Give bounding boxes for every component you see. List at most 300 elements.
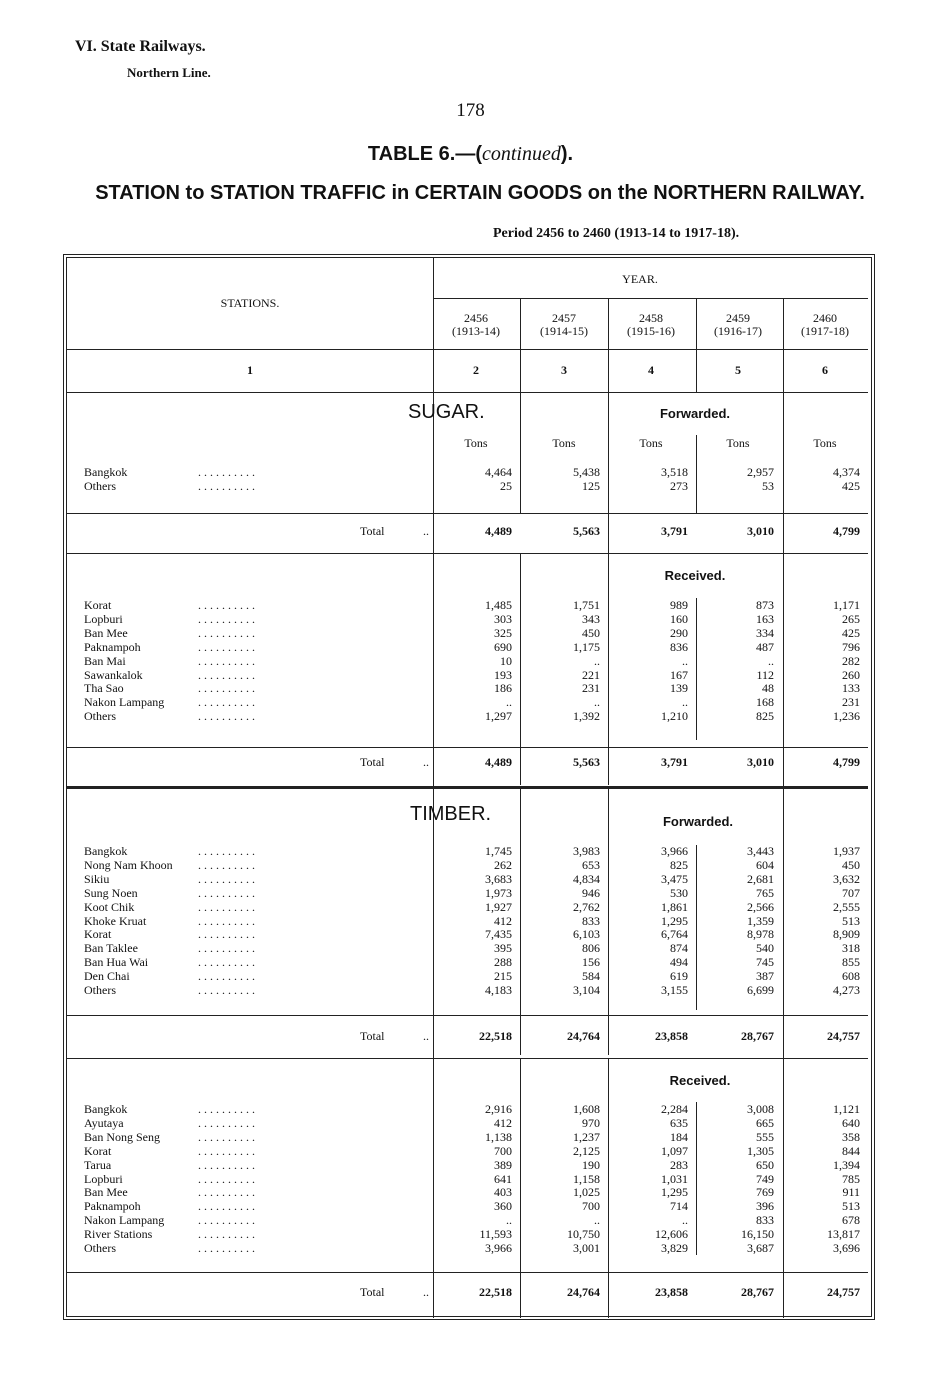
table-cell: 1,392 [573, 709, 600, 724]
total-cell: 3,010 [747, 755, 774, 769]
rule [67, 513, 868, 514]
table-cell: .. [506, 695, 512, 710]
table-cell: 184 [670, 1129, 688, 1144]
table-cell: 911 [842, 1185, 860, 1200]
unit-label: Tons [552, 436, 576, 450]
rule [67, 553, 868, 554]
table-cell: 403 [494, 1185, 512, 1200]
leader-dots: . . . . . . . . . . [198, 639, 255, 654]
table-cell: .. [682, 695, 688, 710]
leader-dots: . . . . . . . . . . [198, 1102, 255, 1116]
total-cell: 4,489 [485, 524, 512, 538]
total-cell: 3,791 [661, 755, 688, 769]
table-cell: 3,008 [747, 1102, 774, 1116]
station-name: Others [84, 983, 116, 997]
table-cell: 653 [582, 857, 600, 872]
leader-dots: . . . . . . . . . . [198, 1199, 255, 1214]
station-name: Ban Mee [84, 625, 128, 640]
table-cell: 3,683 [485, 871, 512, 886]
leader-dots: . . . . . . . . . . [198, 611, 255, 626]
table-cell: 487 [756, 639, 774, 654]
unit-label: Tons [726, 436, 750, 450]
table-cell: 1,295 [661, 913, 688, 928]
year-label-gregorian: (1915-16) [627, 324, 675, 338]
year-label: 2456 [464, 311, 488, 325]
station-name: Korat [84, 598, 112, 612]
table-cell: 290 [670, 625, 688, 640]
table-cell: .. [768, 653, 774, 668]
table-cell: 11,593 [479, 1227, 512, 1242]
table-cell: 836 [670, 639, 688, 654]
table-cell: 650 [756, 1157, 774, 1172]
total-cell: 24,764 [567, 1285, 600, 1299]
period-note: Period 2456 to 2460 (1913-14 to 1917-18). [493, 226, 740, 241]
rule [696, 298, 697, 392]
station-name: Bangkok [84, 844, 128, 858]
leader-dots: . . . . . . . . . . [198, 695, 255, 710]
station-name: Sawankalok [84, 667, 143, 682]
station-name: Ban Mai [84, 653, 126, 668]
table-cell: 4,834 [573, 871, 600, 886]
station-name: Nong Nam Khoon [84, 857, 173, 872]
table-cell: 1,025 [573, 1185, 600, 1200]
table-cell: 946 [582, 885, 600, 900]
leader-dots: .. [423, 755, 429, 769]
leader-dots: . . . . . . . . . . [198, 653, 255, 668]
table-cell: 396 [756, 1199, 774, 1214]
table-cell: 970 [582, 1115, 600, 1130]
table-cell: 1,138 [485, 1129, 512, 1144]
total-cell: 24,757 [827, 1285, 860, 1299]
table-cell: 6,764 [661, 927, 688, 942]
table-cell: 186 [494, 681, 512, 696]
table-cell: 133 [842, 681, 860, 696]
rule [696, 598, 697, 740]
table-cell: 3,443 [747, 844, 774, 858]
table-cell: 707 [842, 885, 860, 900]
table-cell: 2,566 [747, 899, 774, 914]
rule [608, 392, 609, 553]
table-cell: 53 [762, 478, 774, 493]
total-cell: 4,799 [833, 524, 860, 538]
leader-dots: . . . . . . . . . . [198, 465, 255, 479]
station-name: Others [84, 478, 116, 493]
leader-dots: . . . . . . . . . . [198, 885, 255, 900]
station-name: Paknampoh [84, 639, 141, 654]
table-cell: 318 [842, 941, 860, 956]
station-name: Koot Chik [84, 899, 135, 914]
leader-dots: . . . . . . . . . . [198, 1115, 255, 1130]
table-cell: 1,031 [661, 1171, 688, 1186]
table-cell: 1,927 [485, 899, 512, 914]
section-title-timber: TIMBER. [410, 803, 492, 825]
table-cell: 769 [756, 1185, 774, 1200]
station-name: Ban Nong Seng [84, 1129, 160, 1144]
leader-dots: . . . . . . . . . . [198, 1157, 255, 1172]
table-cell: .. [594, 1213, 600, 1228]
forwarded-label: Forwarded. [662, 814, 734, 829]
table-cell: 425 [842, 478, 860, 493]
table-cell: 844 [842, 1143, 860, 1158]
leader-dots: . . . . . . . . . . [198, 941, 255, 956]
rule [67, 1272, 868, 1273]
leader-dots: . . . . . . . . . . [198, 1213, 255, 1228]
rule [67, 1058, 868, 1059]
station-name: Nakon Lampang [84, 695, 165, 710]
table-cell: 215 [494, 969, 512, 984]
column-number: 5 [735, 363, 741, 377]
table-cell: 12,606 [655, 1227, 688, 1242]
table-cell: 1,937 [833, 844, 860, 858]
leader-dots: . . . . . . . . . . [198, 1227, 255, 1242]
table-cell: 1,158 [573, 1171, 600, 1186]
table-cell: 325 [494, 625, 512, 640]
table-cell: 1,394 [833, 1157, 860, 1172]
table-cell: 4,374 [833, 465, 860, 479]
total-label: Total [360, 1285, 385, 1299]
table-cell: 700 [582, 1199, 600, 1214]
leader-dots: .. [423, 1285, 429, 1299]
section-title-sugar: SUGAR. [408, 401, 485, 423]
table-cell: 273 [670, 478, 688, 493]
table-cell: 1,210 [661, 709, 688, 724]
table-cell: 3,632 [833, 871, 860, 886]
table-cell: 3,983 [573, 844, 600, 858]
table-cell: 749 [756, 1171, 774, 1186]
table-cell: 265 [842, 611, 860, 626]
table-cell: 283 [670, 1157, 688, 1172]
table-cell: 833 [756, 1213, 774, 1228]
year-label: 2460 [813, 311, 837, 325]
leader-dots: . . . . . . . . . . [198, 1129, 255, 1144]
station-name: Nakon Lampang [84, 1213, 165, 1228]
table-cell: 1,175 [573, 639, 600, 654]
table-cell: 765 [756, 885, 774, 900]
table-cell: 690 [494, 639, 512, 654]
table-cell: 13,817 [827, 1227, 860, 1242]
year-label-gregorian: (1914-15) [540, 324, 588, 338]
total-cell: 4,799 [833, 755, 860, 769]
total-cell: 3,791 [661, 524, 688, 538]
rule [783, 392, 784, 1318]
table-cell: 745 [756, 955, 774, 970]
table-cell: 796 [842, 639, 860, 654]
table-cell: 125 [582, 478, 600, 493]
rule [67, 392, 868, 393]
table-cell: 334 [756, 625, 774, 640]
table-cell: 1,097 [661, 1143, 688, 1158]
table-cell: 555 [756, 1129, 774, 1144]
table-cell: 231 [842, 695, 860, 710]
forwarded-label: Forwarded. [659, 406, 731, 421]
station-name: Tarua [84, 1157, 112, 1172]
table-cell: 7,435 [485, 927, 512, 942]
station-name: Ban Mee [84, 1185, 128, 1200]
table-cell: 700 [494, 1143, 512, 1158]
table-cell: 714 [670, 1199, 688, 1214]
table-cell: 193 [494, 667, 512, 682]
leader-dots: . . . . . . . . . . [198, 871, 255, 886]
leader-dots: . . . . . . . . . . [198, 1143, 255, 1158]
table-cell: 584 [582, 969, 600, 984]
table-cell: 450 [842, 857, 860, 872]
table-cell: 989 [670, 598, 688, 612]
rule [67, 349, 868, 350]
leader-dots: . . . . . . . . . . [198, 1241, 255, 1255]
table-cell: 1,745 [485, 844, 512, 858]
table-cell: 8,978 [747, 927, 774, 942]
leader-dots: . . . . . . . . . . [198, 899, 255, 914]
leader-dots: . . . . . . . . . . [198, 955, 255, 970]
total-cell: 4,489 [485, 755, 512, 769]
rule [67, 747, 868, 748]
unit-label: Tons [813, 436, 837, 450]
table-cell: 1,973 [485, 885, 512, 900]
station-name: Korat [84, 1143, 112, 1158]
table-cell: 112 [756, 667, 774, 682]
table-cell: 2,681 [747, 871, 774, 886]
table-cell: 1,171 [833, 598, 860, 612]
station-name: Ayutaya [84, 1115, 124, 1130]
table-cell: 665 [756, 1115, 774, 1130]
station-name: Paknampoh [84, 1199, 141, 1214]
table-cell: 855 [842, 955, 860, 970]
table-cell: 4,183 [485, 983, 512, 997]
leader-dots: .. [423, 524, 429, 538]
table-cell: 1,751 [573, 598, 600, 612]
table-cell: 540 [756, 941, 774, 956]
table-cell: 1,305 [747, 1143, 774, 1158]
total-label: Total [360, 1029, 385, 1043]
year-header: YEAR. [622, 272, 658, 286]
leader-dots: . . . . . . . . . . [198, 1185, 255, 1200]
rule [696, 845, 697, 1010]
table-cell: 3,696 [833, 1241, 860, 1255]
table-cell: 2,916 [485, 1102, 512, 1116]
table-cell: 343 [582, 611, 600, 626]
total-label: Total [360, 755, 385, 769]
table-cell: 1,121 [833, 1102, 860, 1116]
table-cell: 412 [494, 913, 512, 928]
rule [520, 1058, 521, 1318]
year-label: 2458 [639, 311, 663, 325]
total-cell: 22,518 [479, 1029, 512, 1043]
total-cell: 28,767 [741, 1285, 774, 1299]
leader-dots: . . . . . . . . . . [198, 857, 255, 872]
rule [608, 1058, 609, 1318]
section-heading: VI. State Railways. [75, 38, 206, 55]
rule [520, 298, 521, 392]
table-cell: 806 [582, 941, 600, 956]
station-name: Den Chai [84, 969, 130, 984]
station-name: Bangkok [84, 465, 128, 479]
table-cell: 1,295 [661, 1185, 688, 1200]
table-cell: 167 [670, 667, 688, 682]
total-cell: 23,858 [655, 1285, 688, 1299]
column-number: 1 [247, 363, 253, 377]
table-cell: 3,966 [661, 844, 688, 858]
table-cell: 4,464 [485, 465, 512, 479]
total-cell: 22,518 [479, 1285, 512, 1299]
table-cell: 608 [842, 969, 860, 984]
table-cell: 513 [842, 1199, 860, 1214]
table-cell: 450 [582, 625, 600, 640]
table-cell: 3,001 [573, 1241, 600, 1255]
station-name: River Stations [84, 1227, 153, 1242]
leader-dots: . . . . . . . . . . [198, 598, 255, 612]
received-label: Received. [669, 1073, 731, 1088]
total-cell: 3,010 [747, 524, 774, 538]
leader-dots: . . . . . . . . . . [198, 667, 255, 682]
leader-dots: . . . . . . . . . . [198, 969, 255, 984]
leader-dots: . . . . . . . . . . [198, 1171, 255, 1186]
table-cell: 358 [842, 1129, 860, 1144]
total-cell: 24,764 [567, 1029, 600, 1043]
table-cell: 530 [670, 885, 688, 900]
station-name: Bangkok [84, 1102, 128, 1116]
table-cell: 640 [842, 1115, 860, 1130]
table-cell: .. [594, 695, 600, 710]
station-name: Ban Taklee [84, 941, 138, 956]
table-cell: 389 [494, 1157, 512, 1172]
total-cell: 24,757 [827, 1029, 860, 1043]
table-subtitle: STATION to STATION TRAFFIC in CERTAIN GOODS on the NORTHERN RAILWAY. [95, 182, 865, 204]
table-cell: 10 [500, 653, 512, 668]
table-cell: 231 [582, 681, 600, 696]
station-name: Others [84, 709, 116, 724]
table-cell: 2,957 [747, 465, 774, 479]
rule [608, 553, 609, 785]
table-cell: 48 [762, 681, 774, 696]
leader-dots: . . . . . . . . . . [198, 709, 255, 724]
station-name: Sung Noen [84, 885, 138, 900]
table-cell: 16,150 [741, 1227, 774, 1242]
column-number: 2 [473, 363, 479, 377]
table-cell: 3,155 [661, 983, 688, 997]
table-cell: 513 [842, 913, 860, 928]
unit-label: Tons [464, 436, 488, 450]
table-cell: 833 [582, 913, 600, 928]
table-cell: 1,359 [747, 913, 774, 928]
leader-dots: . . . . . . . . . . [198, 913, 255, 928]
table-cell: 395 [494, 941, 512, 956]
year-label-gregorian: (1913-14) [452, 324, 500, 338]
rule [696, 1102, 697, 1255]
table-cell: 2,762 [573, 899, 600, 914]
table-cell: .. [594, 653, 600, 668]
stations-header: STATIONS. [220, 296, 280, 310]
page-number: 178 [456, 100, 485, 121]
table-cell: 288 [494, 955, 512, 970]
table-cell: 425 [842, 625, 860, 640]
station-name: Sikiu [84, 871, 110, 886]
table-cell: 6,103 [573, 927, 600, 942]
leader-dots: .. [423, 1029, 429, 1043]
table-cell: 1,237 [573, 1129, 600, 1144]
station-name: Others [84, 1241, 116, 1255]
table-cell: 282 [842, 653, 860, 668]
table-cell: 3,829 [661, 1241, 688, 1255]
table-cell: 785 [842, 1171, 860, 1186]
total-cell: 23,858 [655, 1029, 688, 1043]
section-subheading: Northern Line. [127, 65, 211, 80]
rule [783, 298, 784, 392]
table-cell: 825 [756, 709, 774, 724]
rule [433, 298, 868, 299]
table-cell: 25 [500, 478, 512, 493]
table-cell: 8,909 [833, 927, 860, 942]
table-cell: 1,297 [485, 709, 512, 724]
leader-dots: . . . . . . . . . . [198, 983, 255, 997]
table-cell: 604 [756, 857, 774, 872]
table-cell: 1,485 [485, 598, 512, 612]
station-name: Lopburi [84, 1171, 123, 1186]
total-label: Total [360, 524, 385, 538]
rule [520, 392, 521, 513]
table-cell: 156 [582, 955, 600, 970]
station-name: Lopburi [84, 611, 123, 626]
table-cell: 1,608 [573, 1102, 600, 1116]
table-cell: 494 [670, 955, 688, 970]
rule [696, 435, 697, 513]
year-label-gregorian: (1916-17) [714, 324, 762, 338]
leader-dots: . . . . . . . . . . [198, 478, 255, 493]
table-cell: 168 [756, 695, 774, 710]
rule [520, 553, 521, 785]
unit-label: Tons [639, 436, 663, 450]
table-cell: 5,438 [573, 465, 600, 479]
year-label: 2457 [552, 311, 576, 325]
table-cell: 190 [582, 1157, 600, 1172]
table-cell: 3,518 [661, 465, 688, 479]
total-cell: 28,767 [741, 1029, 774, 1043]
table-cell: 160 [670, 611, 688, 626]
column-number: 3 [561, 363, 567, 377]
table-cell: 139 [670, 681, 688, 696]
leader-dots: . . . . . . . . . . [198, 625, 255, 640]
table-cell: 678 [842, 1213, 860, 1228]
leader-dots: . . . . . . . . . . [198, 681, 255, 696]
table-cell: 262 [494, 857, 512, 872]
table-cell: 412 [494, 1115, 512, 1130]
received-label: Received. [664, 568, 726, 583]
table-cell: 10,750 [567, 1227, 600, 1242]
table-cell: 3,475 [661, 871, 688, 886]
table-cell: 2,125 [573, 1143, 600, 1158]
table-cell: 6,699 [747, 983, 774, 997]
leader-dots: . . . . . . . . . . [198, 927, 255, 942]
table-cell: 163 [756, 611, 774, 626]
table-cell: 303 [494, 611, 512, 626]
year-label-gregorian: (1917-18) [801, 324, 849, 338]
table-cell: 2,555 [833, 899, 860, 914]
station-name: Khoke Kruat [84, 913, 147, 928]
table-title: TABLE 6.—(continued). [367, 143, 574, 165]
table-cell: 635 [670, 1115, 688, 1130]
table-cell: 221 [582, 667, 600, 682]
total-cell: 5,563 [573, 524, 600, 538]
total-cell: 5,563 [573, 755, 600, 769]
table-cell: 873 [756, 598, 774, 612]
table-cell: .. [682, 653, 688, 668]
station-name: Korat [84, 927, 112, 942]
leader-dots: . . . . . . . . . . [198, 844, 255, 858]
table-cell: 1,236 [833, 709, 860, 724]
table-cell: 260 [842, 667, 860, 682]
table-cell: 619 [670, 969, 688, 984]
table-cell: 2,284 [661, 1102, 688, 1116]
rule [67, 1015, 868, 1016]
